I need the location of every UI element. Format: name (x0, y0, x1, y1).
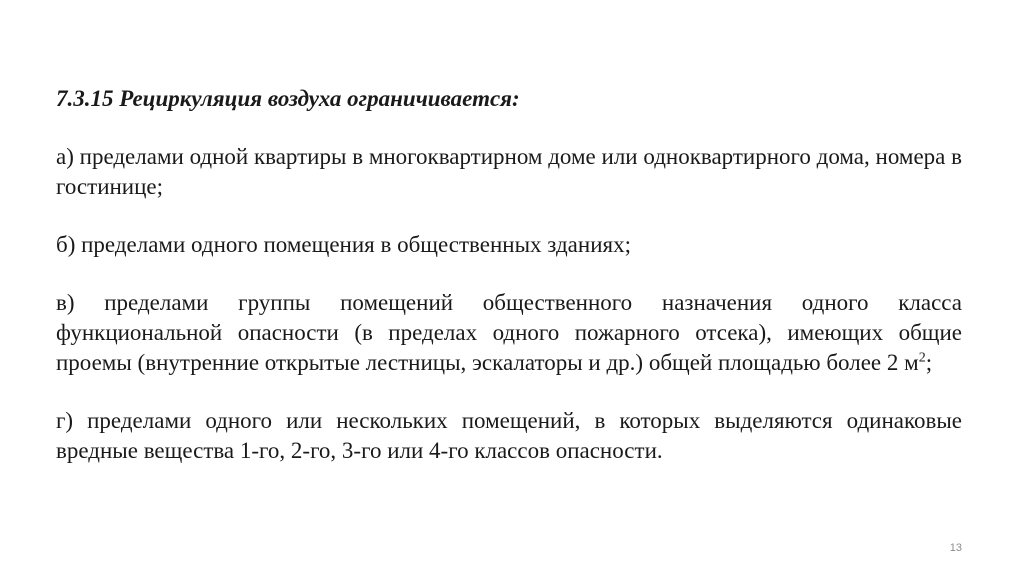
list-item-b: б) пределами одного помещения в общественных зданиях; (56, 232, 631, 257)
area-unit-superscript: 2 (918, 350, 926, 366)
list-item-v-text: в) пределами группы помещений общественного назначения одного класса функциональной опасности (в пределах одного пожарного отсека), имеющих общие проемы (внутренние открытые лестницы, эскалаторы и др.) общей площадью более 2 м (56, 290, 962, 375)
list-item-v-suffix: ; (925, 350, 933, 375)
list-item-v (56, 288, 962, 378)
page-number: 13 (949, 542, 962, 554)
section-heading: 7.3.15 Рециркуляция воздуха ограничивается: (56, 86, 520, 111)
list-item-a: а) пределами одной квартиры в многоквартирном доме или одноквартирного дома, номера в гостинице; (56, 144, 962, 199)
slide-content (56, 84, 962, 466)
list-item-g: г) пределами одного или нескольких помещений, в которых выделяются одинаковые вредные вещества 1-го, 2-го, 3-го или 4-го классов опасности. (56, 408, 962, 463)
